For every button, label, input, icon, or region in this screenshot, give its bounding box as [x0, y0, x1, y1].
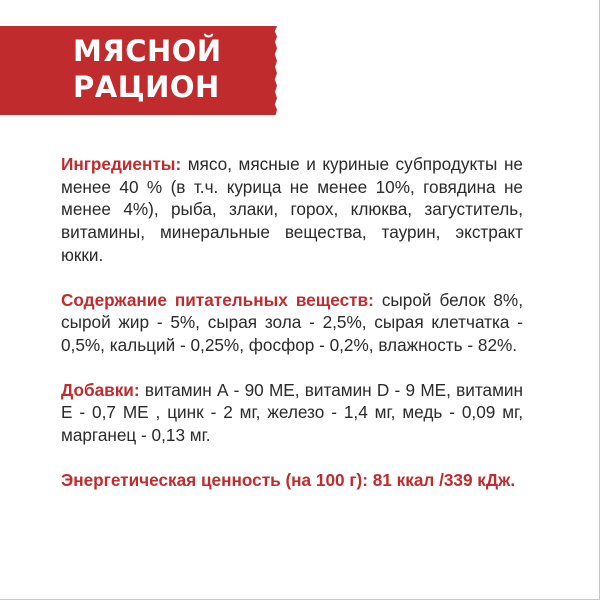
additives-text: витамин А - 90 МЕ, витамин D - 9 МЕ, витамин Е - 0,7 МЕ , цинк - 2 мг, железо - 1,4 мг, медь - 0,09 мг, марганец - 0,13 мг.	[61, 379, 523, 446]
ingredients-text: мясо, мясные и куриные субпродукты не менее 40 % (в т.ч. курица не менее 10%, говядина не менее 4%), рыба, злаки, горох, клюква, загуститель, витамины, минеральные вещества, таурин, экстракт юкки.	[61, 154, 523, 265]
banner-title-line-2: РАЦИОН	[73, 70, 220, 104]
banner-title	[73, 33, 273, 105]
energy-value: Энергетическая ценность (на 100 г): 81 ккал /339 кДж.	[61, 469, 516, 490]
nutrients-paragraph	[61, 289, 523, 357]
ingredients-label: Ингредиенты:	[61, 154, 182, 174]
nutrients-label: Содержание питательных веществ:	[61, 289, 374, 310]
ingredients-paragraph	[61, 153, 523, 267]
additives-label: Добавки:	[61, 379, 140, 400]
nutrients-text: сырой белок 8%, сырой жир - 5%, сырая зола - 2,5%, сырая клетчатка - 0,5%, кальций - 0,25%, фосфор - 0,2%, влажность - 82%.	[61, 289, 523, 355]
banner-title-line-1: МЯСНОЙ	[73, 34, 222, 68]
product-description	[61, 153, 523, 491]
additives-paragraph	[61, 379, 523, 447]
